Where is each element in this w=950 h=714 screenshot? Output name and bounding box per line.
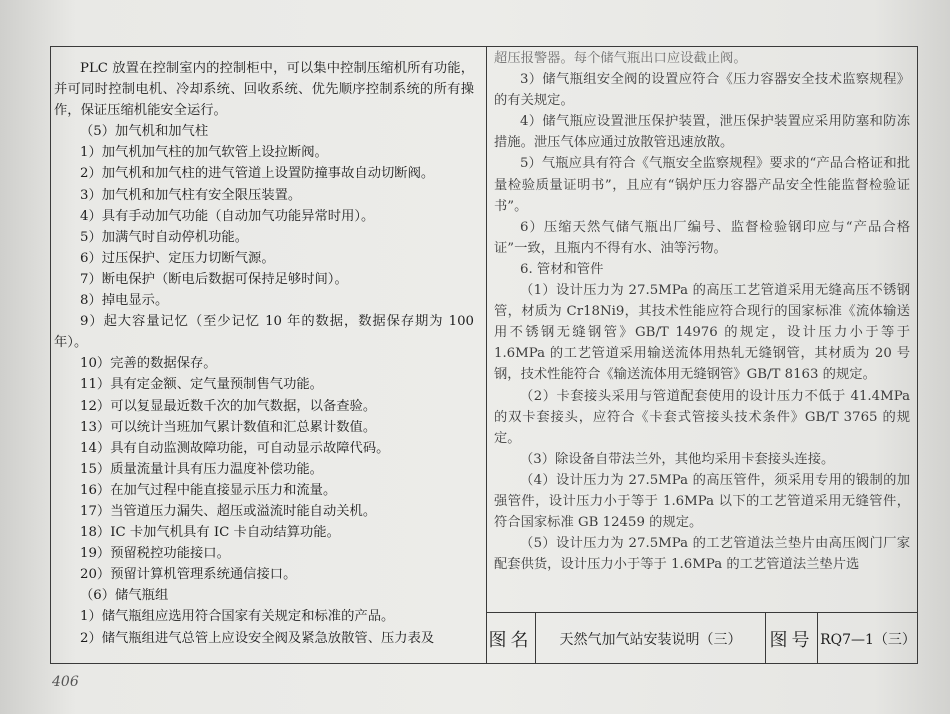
section-heading: （6）储气瓶组 xyxy=(80,588,169,604)
drawing-name: 天然气加气站安装说明（三） xyxy=(536,613,766,664)
paragraph: 超压报警器。每个储气瓶出口应设截止阀。 xyxy=(494,51,747,66)
list-item: 5）加满气时自动停机功能。 xyxy=(80,229,249,245)
list-item: 14）具有自动监测故障功能，可自动显示故障代码。 xyxy=(80,440,390,456)
list-item: 7）断电保护（断电后数据可保持足够时间）。 xyxy=(80,271,348,287)
list-item: 20）预留计算机管理系统通信接口。 xyxy=(80,567,297,583)
page-number: 406 xyxy=(52,674,79,690)
paragraph: PLC 放置在控制室内的控制柜中，可以集中控制压缩机所有功能，并可同时控制电机、冷却系统、回收系统、优先顺序控制系统的所有操作，保证压缩机能安全运行。 xyxy=(54,61,474,119)
list-item: 5）气瓶应具有符合《气瓶安全监察规程》要求的“产品合格证和批量检验质量证明书”，且应有“锅炉压力容器产品安全性能监督检验证书”。 xyxy=(494,156,910,214)
list-item: （1）设计压力为 27.5MPa 的高压工艺管道采用无缝高压不锈钢管，材质为 Cr18Ni9，其技术性能应符合现行的国家标准《流体输送用不锈钢无缝钢管》GB/T 14976 的规定，设计压力小于等于 1.6MPa 的工艺管道采用输送流体用热轧无缝钢管，其材质为 20 号钢，技术性能符合《输送流体用无缝钢管》GB/T 8163 的规定。 xyxy=(494,283,910,383)
list-item: 16）在加气过程中能直接显示压力和流量。 xyxy=(80,482,337,498)
drawing-number: RQ7—1（三） xyxy=(820,631,916,648)
list-item: 15）质量流量计具有压力温度补偿功能。 xyxy=(80,461,323,477)
drawing-number-label: 图号 xyxy=(766,613,818,664)
list-item: 6）压缩天然气储气瓶出厂编号、监督检验钢印应与“产品合格证”一致，且瓶内不得有水、油等污物。 xyxy=(494,219,910,256)
list-item: 19）预留税控功能接口。 xyxy=(80,546,230,562)
right-column xyxy=(494,48,910,575)
list-item: 2）加气机和加气柱的进气管道上设置防撞事故自动切断阀。 xyxy=(80,166,435,182)
section-heading: 6. 管材和管件 xyxy=(520,261,604,277)
list-item: 13）可以统计当班加气累计数值和汇总累计数值。 xyxy=(80,419,377,435)
list-item: （4）设计压力为 27.5MPa 的高压管件，须采用专用的锻制的加强管件，设计压力小于等于 1.6MPa 以下的工艺管道采用无缝管件，符合国家标准 GB 12459 的规定。 xyxy=(494,472,910,531)
left-column xyxy=(54,58,474,649)
list-item: 17）当管道压力漏失、超压或溢流时能自动关机。 xyxy=(80,503,377,519)
list-item: 12）可以复显最近数千次的加气数据，以备查验。 xyxy=(80,398,377,414)
section-heading: （5）加气机和加气柱 xyxy=(80,124,209,140)
title-block xyxy=(486,612,918,664)
list-item: 11）具有定金额、定气量预制售气功能。 xyxy=(80,377,323,393)
list-item: 2）储气瓶组进气总管上应设安全阀及紧急放散管、压力表及 xyxy=(80,630,435,646)
drawing-name-label: 图名 xyxy=(486,613,536,664)
list-item: 1）储气瓶组应选用符合国家有关规定和标准的产品。 xyxy=(80,609,395,625)
list-item: （2）卡套接头采用与管道配套使用的设计压力不低于 41.4MPa 的双卡套接头，应符合《卡套式管接头技术条件》GB/T 3765 的规定。 xyxy=(494,388,910,446)
list-item: 3）储气瓶组安全阀的设置应符合《压力容器安全技术监察规程》的有关规定。 xyxy=(494,72,910,109)
list-item: （5）设计压力为 27.5MPa 的工艺管道法兰垫片由高压阀门厂家配套供货，设计压力小于等于 1.6MPa 的工艺管道法兰垫片选 xyxy=(494,536,910,573)
list-item: （3）除设备自带法兰外，其他均采用卡套接头连接。 xyxy=(520,451,835,467)
list-item: 4）储气瓶应设置泄压保护装置，泄压保护装置应采用防塞和防冻措施。泄压气体应通过放散管迅速放散。 xyxy=(494,114,910,151)
list-item: 6）过压保护、定压力切断气源。 xyxy=(80,250,275,266)
list-item: 8）掉电显示。 xyxy=(80,293,169,309)
column-divider xyxy=(486,46,487,664)
list-item: 3）加气机和加气柱有安全限压装置。 xyxy=(80,187,302,203)
list-item: 4）具有手动加气功能（自动加气功能异常时用）。 xyxy=(80,208,375,224)
list-item: 18）IC 卡加气机具有 IC 卡自动结算功能。 xyxy=(80,525,340,541)
list-item: 9）起大容量记忆（至少记忆 10 年的数据，数据保存期为 100 年）。 xyxy=(54,314,474,351)
list-item: 1）加气机加气柱的加气软管上设拉断阀。 xyxy=(80,145,328,161)
list-item: 10）完善的数据保存。 xyxy=(80,356,217,372)
